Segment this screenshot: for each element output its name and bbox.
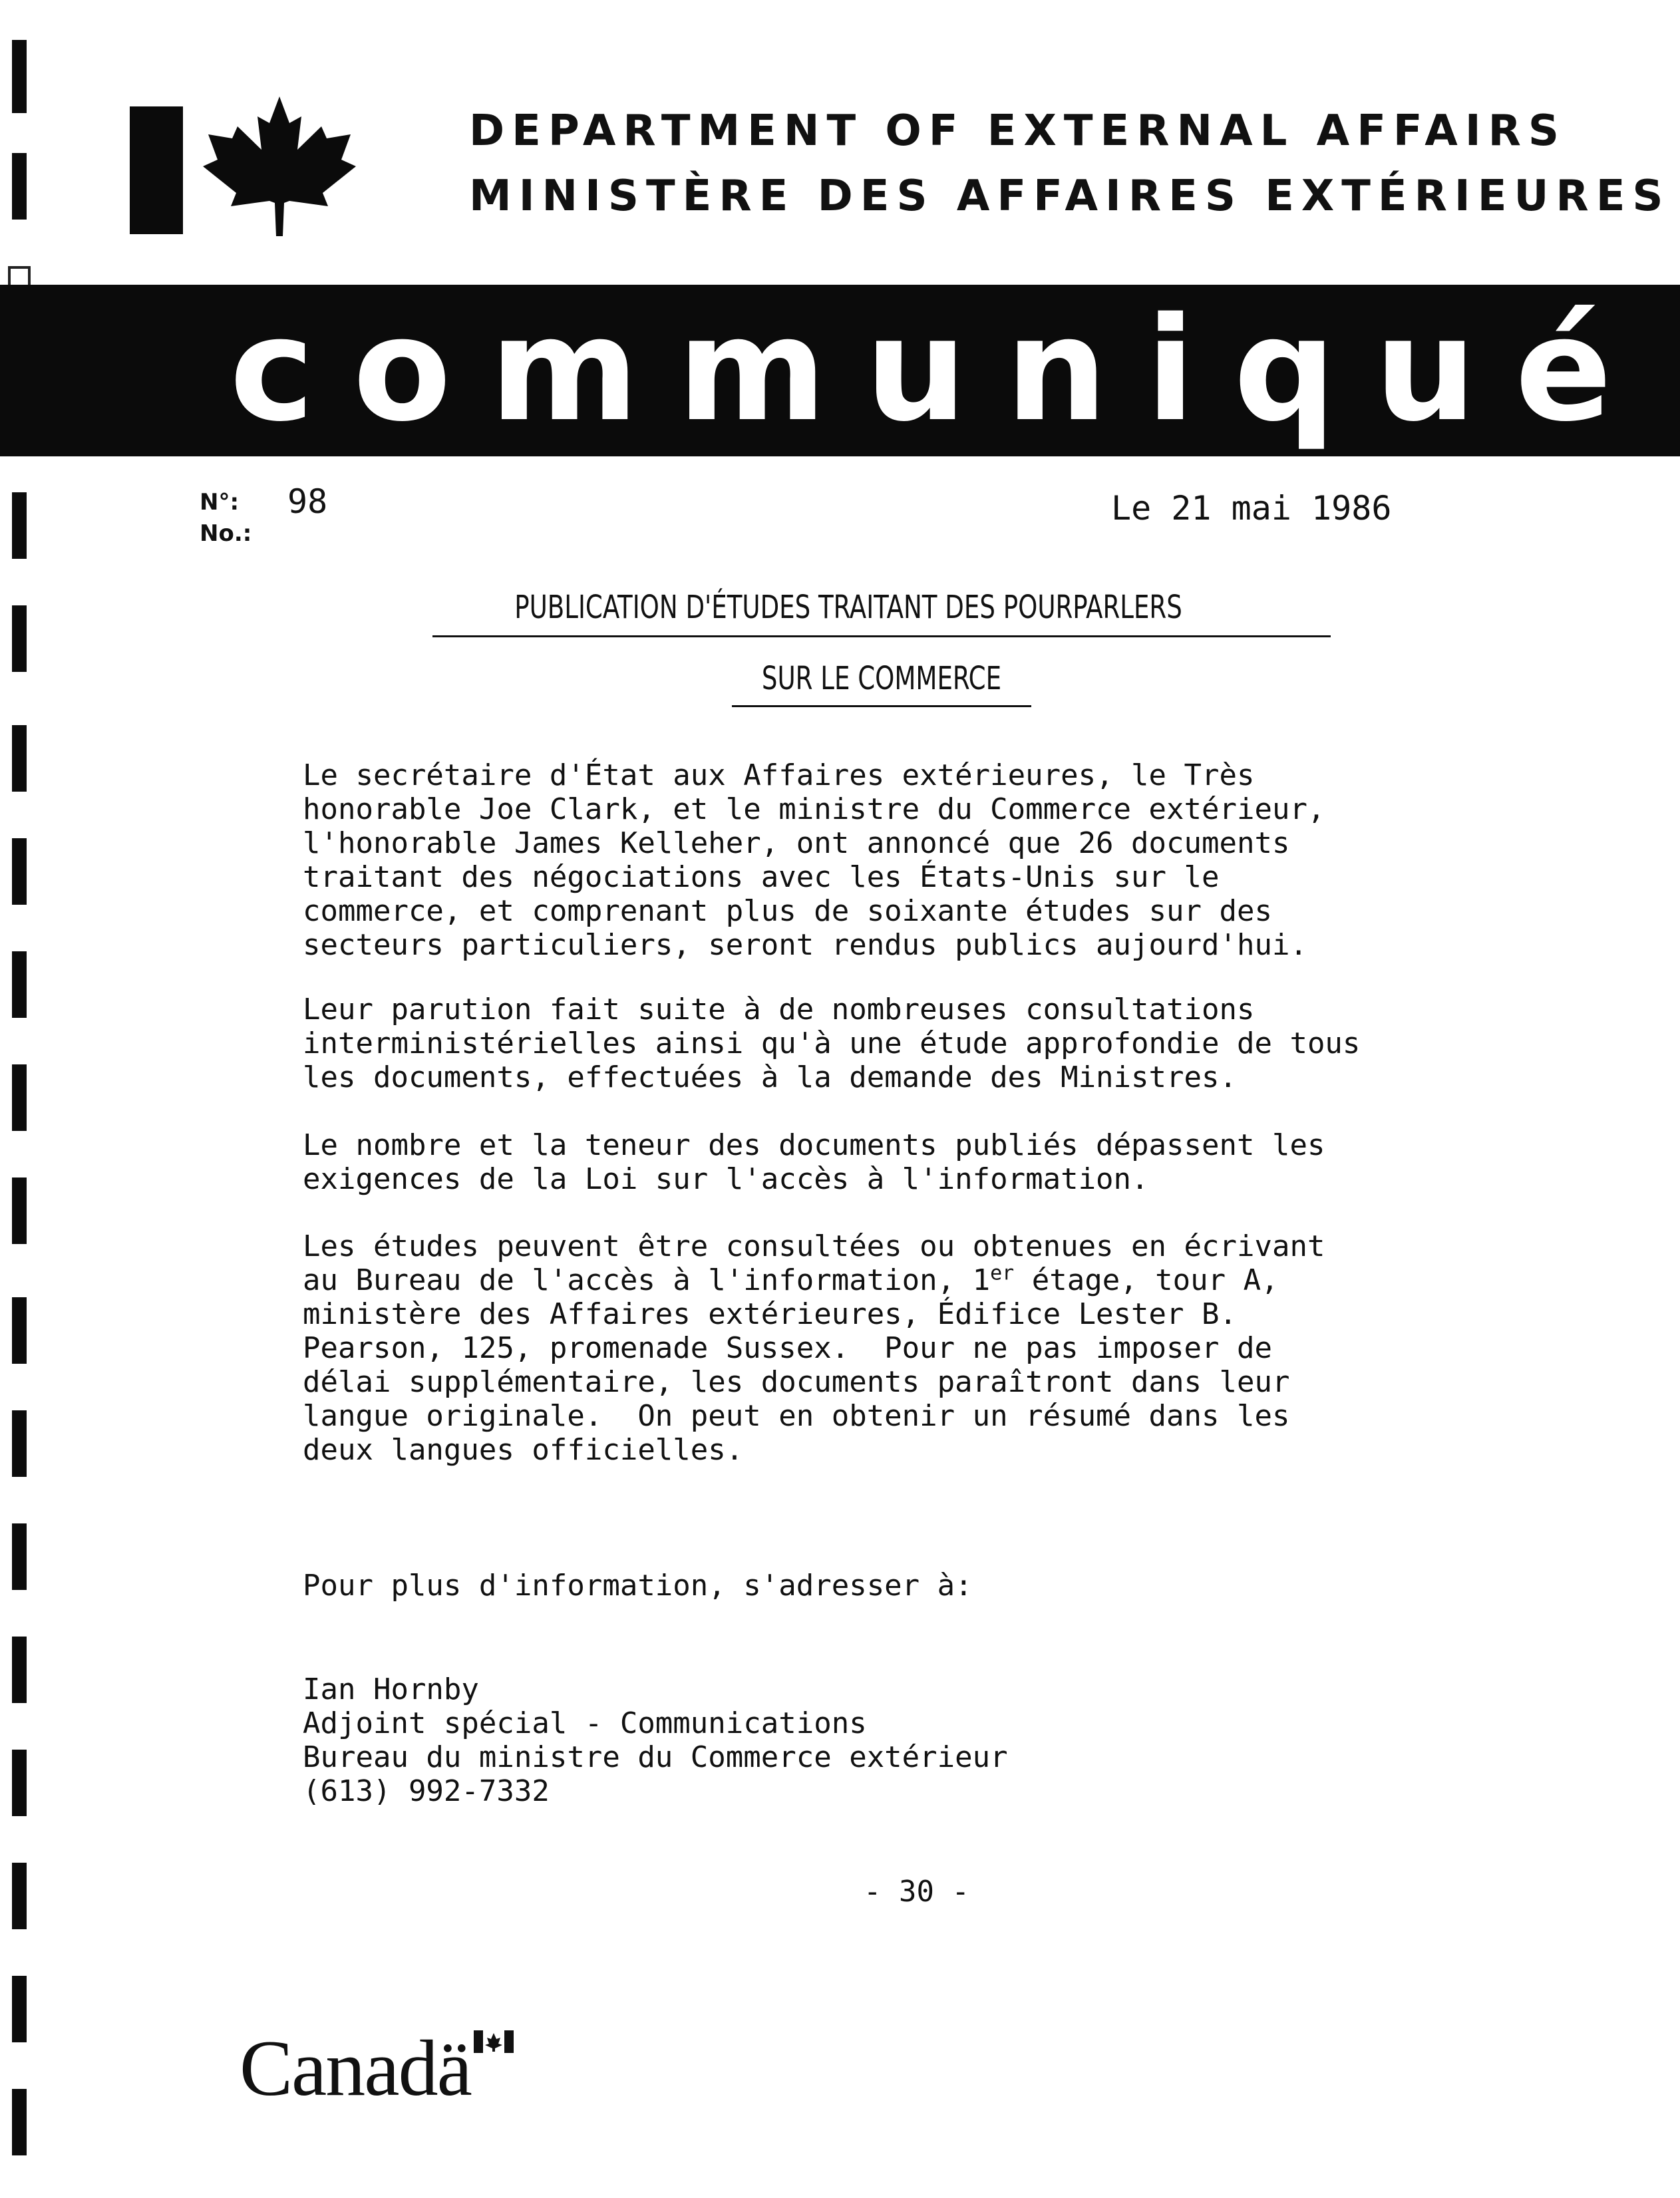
- communique-date: Le 21 mai 1986: [1111, 489, 1392, 528]
- paragraph-line: deux langues officielles.: [303, 1433, 744, 1467]
- paragraph-4: [303, 1229, 1567, 1467]
- paragraph-line: ministère des Affaires extérieures, Édifice Lester B.: [303, 1297, 1237, 1331]
- contact-intro-text: Pour plus d'information, s'adresser à:: [303, 1569, 973, 1603]
- paragraph-1: [303, 758, 1567, 962]
- binding-mark: [12, 1637, 27, 1703]
- paragraph-line: Leur parution fait suite à de nombreuses consultations: [303, 993, 1255, 1026]
- paragraph-line: exigences de la Loi sur l'accès à l'information.: [303, 1162, 1149, 1196]
- binding-mark: [12, 2089, 27, 2155]
- contact-role: Adjoint spécial - Communications: [303, 1706, 867, 1740]
- paragraph-line: honorable Joe Clark, et le ministre du Commerce extérieur,: [303, 792, 1325, 826]
- paragraph-line: commerce, et comprenant plus de soixante études sur des: [303, 894, 1272, 928]
- contact-phone: (613) 992-7332: [303, 1774, 550, 1808]
- communique-number: 98: [287, 482, 328, 521]
- paragraph-line: secteurs particuliers, seront rendus publics aujourd'hui.: [303, 928, 1307, 962]
- number-label-en: No.:: [200, 520, 252, 547]
- paragraph-text: au Bureau de l'accès à l'information, 1: [303, 1263, 991, 1297]
- binding-mark: [12, 725, 27, 792]
- paragraph-line: Le nombre et la teneur des documents publiés dépassent les: [303, 1128, 1325, 1162]
- title-line-2-wrap: [665, 660, 1098, 697]
- page-number: - 30 -: [864, 1875, 969, 1909]
- paragraph-line: l'honorable James Kelleher, ont annoncé que 26 documents: [303, 826, 1290, 860]
- contact-block: [303, 1672, 1567, 1808]
- binding-mark: [12, 1976, 27, 2042]
- paragraph-line: interministérielles ainsi qu'à une étude approfondie de tous: [303, 1026, 1361, 1060]
- title-line-2: SUR LE COMMERCE: [761, 660, 1002, 697]
- paragraph-line: délai supplémentaire, les documents paraîtront dans leur: [303, 1365, 1290, 1399]
- title-line-1: PUBLICATION D'ÉTUDES TRAITANT DES POURPARLERS: [514, 589, 1182, 626]
- contact-office: Bureau du ministre du Commerce extérieur: [303, 1740, 1008, 1774]
- banner-title: communiqué: [230, 286, 1651, 453]
- canada-wordmark: Canadä: [240, 2024, 471, 2112]
- title-line-1-wrap: [363, 589, 1334, 626]
- department-name-fr: MINISTÈRE DES AFFAIRES EXTÉRIEURES: [469, 172, 1671, 221]
- title-underline-1: [432, 635, 1331, 637]
- binding-mark: [12, 1750, 27, 1816]
- binding-mark: [12, 492, 27, 559]
- paragraph-line: Pearson, 125, promenade Sussex. Pour ne pas imposer de: [303, 1331, 1272, 1365]
- binding-mark: [12, 40, 27, 113]
- contact-intro: [303, 1569, 1567, 1603]
- binding-mark: [12, 1410, 27, 1477]
- binding-mark: [12, 1523, 27, 1590]
- paragraph-line: les documents, effectuées à la demande des Ministres.: [303, 1060, 1237, 1094]
- paragraph-2: [303, 993, 1567, 1094]
- binding-mark: [12, 951, 27, 1018]
- binding-mark: [12, 1297, 27, 1364]
- flag-bar: [130, 106, 183, 234]
- paragraph-line: [303, 1263, 1567, 1297]
- title-underline-2: [732, 705, 1031, 707]
- maple-leaf-icon: [196, 93, 363, 239]
- paragraph-line: traitant des négociations avec les États-Unis sur le: [303, 860, 1220, 894]
- binding-mark: [12, 153, 27, 220]
- paragraph-line: Les études peuvent être consultées ou obtenues en écrivant: [303, 1229, 1325, 1263]
- binding-mark: [12, 1178, 27, 1244]
- superscript-ordinal: er: [990, 1261, 1015, 1285]
- binding-mark: [12, 1064, 27, 1131]
- paragraph-line: langue originale. On peut en obtenir un résumé dans les: [303, 1399, 1290, 1433]
- contact-name: Ian Hornby: [303, 1672, 479, 1706]
- wordmark-flag-icon: [474, 2030, 514, 2053]
- binding-mark: [12, 838, 27, 905]
- paragraph-text: étage, tour A,: [1014, 1263, 1279, 1297]
- department-name-en: DEPARTMENT OF EXTERNAL AFFAIRS: [469, 106, 1566, 156]
- number-label-fr: N°:: [200, 489, 240, 516]
- binding-mark: [12, 605, 27, 672]
- binding-mark: [12, 1863, 27, 1929]
- paragraph-3: [303, 1128, 1567, 1196]
- paragraph-line: Le secrétaire d'État aux Affaires extérieures, le Très: [303, 758, 1255, 792]
